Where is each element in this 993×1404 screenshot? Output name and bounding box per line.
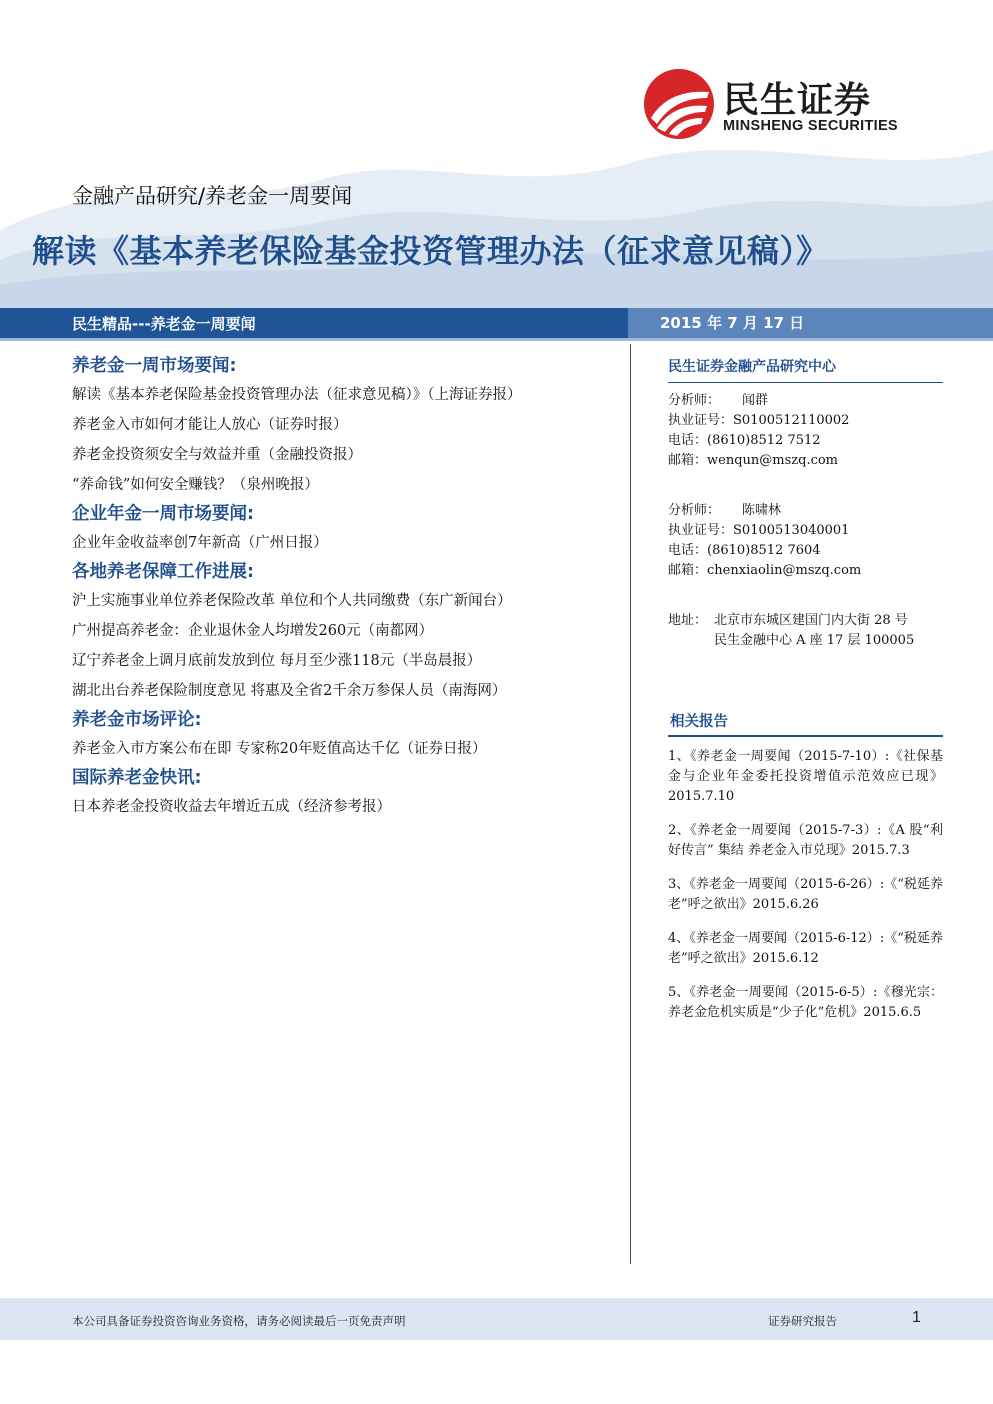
section-heading: 各地养老保障工作进展: [72,562,254,582]
section-heading: 企业年金一周市场要闻: [72,504,254,524]
related-report-item[interactable]: 1、《养老金一周要闻（2015-7-10）:《社保基金与企业年金委托投资增值示范效应已现》2015.7.10 [668,748,943,804]
band-stripe [0,338,993,341]
news-item[interactable]: 养老金入市方案公布在即 专家称20年贬值高达千亿（证券日报） [72,741,487,757]
email-link[interactable]: chenxiaolin@mszq.com [707,563,862,578]
cert-number: S0100513040001 [733,523,850,538]
news-item[interactable]: 广州提高养老金：企业退休金人均增发260元（南都网） [72,623,434,639]
news-column [72,352,617,822]
cert-number: S0100512110002 [733,413,850,428]
email-label: 邮箱： [668,563,708,578]
phone-number: (8610)8512 7604 [707,543,821,558]
email-link[interactable]: wenqun@mszq.com [707,453,839,468]
report-date: 2015 年 7 月 17 日 [660,314,805,332]
related-rule [668,735,943,737]
related-report-item[interactable]: 2、《养老金一周要闻（2015-7-3）:《A 股“利好传言” 集结 养老金入市兑现》2015.7.3 [668,822,943,858]
report-title: 解读《基本养老保险基金投资管理办法（征求意见稿）》 [32,232,829,270]
news-item[interactable]: 养老金入市如何才能让人放心（证券时报） [72,417,348,433]
page-number: 1 [912,1309,921,1326]
phone-label: 电话： [668,433,708,448]
news-item[interactable]: 湖北出台养老保险制度意见 将惠及全省2千余万参保人员（南海网） [72,683,507,699]
section-heading: 养老金市场评论: [72,710,202,730]
cert-label: 执业证号： [668,413,734,428]
news-item[interactable]: 企业年金收益率创7年新高（广州日报） [72,535,328,551]
related-reports-title: 相关报告 [670,714,728,730]
sidebar-rule [668,382,943,383]
email-label: 邮箱： [668,453,708,468]
sidebar [668,356,943,1037]
logo-name-cn: 民生证券 [723,80,872,121]
logo-emblem-icon [643,68,715,140]
news-item[interactable]: 沪上实施事业单位养老保险改革 单位和个人共同缴费（东广新闻台） [72,593,512,609]
news-item[interactable]: 解读《基本养老保险基金投资管理办法（征求意见稿）》（上海证券报） [72,387,522,403]
section-heading: 国际养老金快讯: [72,768,202,788]
news-item[interactable]: 日本养老金投资收益去年增近五成（经济参考报） [72,799,391,815]
cert-label: 执业证号： [668,523,734,538]
news-item[interactable]: “养命钱”如何安全赚钱？（泉州晚报） [72,477,319,493]
analyst-label: 分析师： [668,393,721,408]
series-name: 民生精品---养老金一周要闻 [72,315,256,333]
report-category: 金融产品研究/养老金一周要闻 [72,184,353,208]
related-report-item[interactable]: 5、《养老金一周要闻（2015-6-5）:《穆光宗：养老金危机实质是“少子化”危机》2015.6.5 [668,984,943,1020]
research-center-title: 民生证券金融产品研究中心 [668,359,836,375]
analyst-block [668,501,943,581]
logo-name-en: MINSHENG SECURITIES [723,118,898,134]
address-line: 民生金融中心 A 座 17 层 100005 [714,633,915,648]
address-label: 地址： [668,613,708,628]
company-logo [643,66,933,146]
phone-number: (8610)8512 7512 [707,433,821,448]
related-report-item[interactable]: 4、《养老金一周要闻（2015-6-12）:《“税延养老”呼之欲出》2015.6.12 [668,930,943,966]
analyst-name: 陈啸林 [742,503,782,518]
footer-report-type: 证券研究报告 [768,1314,837,1328]
news-item[interactable]: 辽宁养老金上调月底前发放到位 每月至少涨118元（半岛晨报） [72,653,482,669]
column-divider [630,344,631,1264]
analyst-block [668,391,943,471]
analyst-label: 分析师： [668,503,721,518]
address-block [668,611,943,651]
related-report-item[interactable]: 3、《养老金一周要闻（2015-6-26）:《“税延养老”呼之欲出》2015.6.26 [668,876,943,912]
section-heading: 养老金一周市场要闻: [72,356,237,376]
analyst-name: 闻群 [742,393,769,408]
phone-label: 电话： [668,543,708,558]
address-line: 北京市东城区建国门内大街 28 号 [714,613,908,628]
footer-disclaimer: 本公司具备证券投资咨询业务资格，请务必阅读最后一页免责声明 [72,1314,406,1328]
news-item[interactable]: 养老金投资须安全与效益并重（金融投资报） [72,447,362,463]
